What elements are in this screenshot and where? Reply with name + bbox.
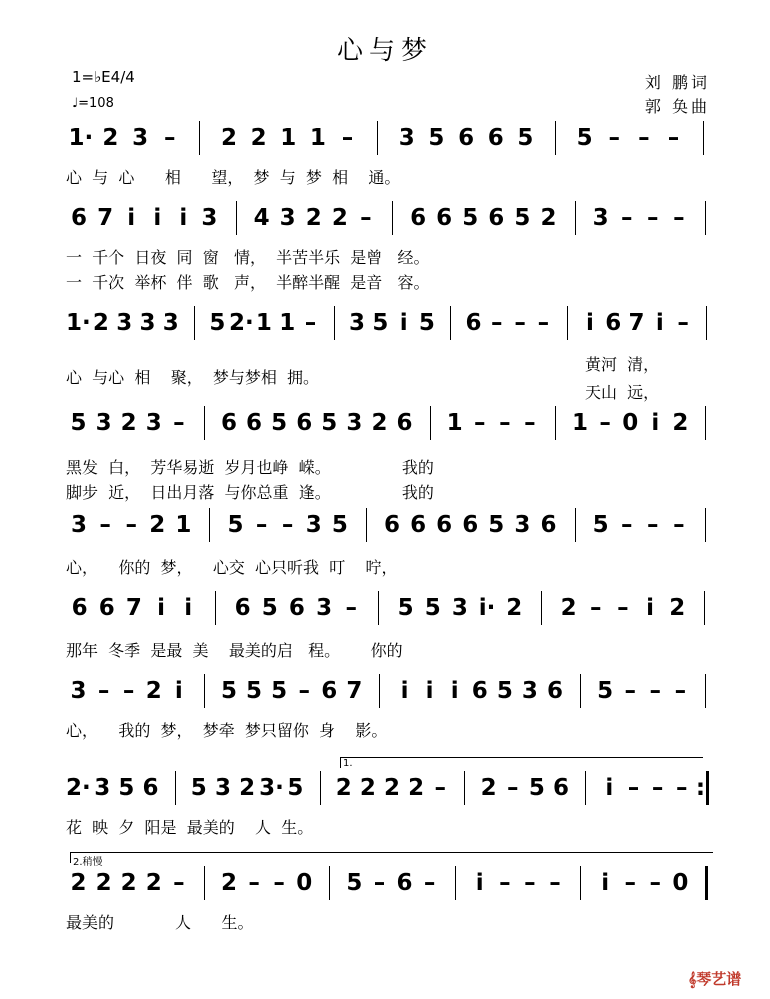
note: 5 bbox=[428, 125, 445, 151]
watermark-icon: 𝄞 bbox=[688, 972, 697, 988]
note: 3 bbox=[145, 410, 162, 436]
note: – bbox=[524, 870, 536, 896]
note: 2 bbox=[220, 125, 237, 151]
note: – bbox=[163, 125, 176, 151]
note: i bbox=[399, 310, 408, 336]
barline bbox=[377, 121, 378, 155]
note: – bbox=[627, 775, 640, 801]
barline bbox=[334, 306, 335, 340]
barline bbox=[392, 201, 393, 235]
note: 1 bbox=[175, 512, 192, 538]
note: 2 bbox=[92, 310, 109, 336]
note: 5 bbox=[496, 678, 513, 704]
repeat-sign: : bbox=[695, 775, 706, 801]
note: 5 bbox=[528, 775, 545, 801]
note: 6 bbox=[321, 678, 338, 704]
note: 2 bbox=[506, 595, 523, 621]
note: 2 bbox=[102, 125, 119, 151]
note: 1· bbox=[66, 310, 91, 336]
lyric-line-3-verse-1: 心 与心 相 聚， 梦与梦相 拥。 bbox=[66, 368, 320, 387]
barline bbox=[580, 866, 581, 900]
lyric-line-9-verse-1: 最美的 人 生。 bbox=[66, 913, 254, 932]
lyric-line-4-verse-2: 脚步 近， 日出月落 与你总重 逢。 我的 bbox=[66, 483, 434, 502]
barline bbox=[555, 406, 556, 440]
note: 2 bbox=[250, 125, 267, 151]
lyric-line-5-verse-1: 心， 你的 梦， 心交 心只听我 叮 咛， bbox=[66, 558, 398, 577]
note: – bbox=[341, 125, 354, 151]
note: 1· bbox=[68, 125, 94, 151]
barline bbox=[575, 508, 576, 542]
note: 3 bbox=[162, 310, 179, 336]
note: 6 bbox=[546, 678, 563, 704]
note: – bbox=[97, 678, 110, 704]
note: i bbox=[475, 870, 484, 896]
score-line-7 bbox=[66, 678, 726, 708]
barline bbox=[567, 306, 568, 340]
note: 5 bbox=[424, 595, 441, 621]
barline bbox=[706, 771, 709, 805]
score-line-2 bbox=[66, 205, 726, 235]
note: 5 bbox=[517, 125, 534, 151]
note: – bbox=[273, 870, 285, 896]
note: 5 bbox=[227, 512, 244, 538]
note: 3 bbox=[279, 205, 296, 231]
note: i bbox=[450, 678, 459, 704]
note: – bbox=[651, 775, 664, 801]
score-line-4 bbox=[66, 410, 726, 440]
note: i bbox=[179, 205, 188, 231]
note: 5 bbox=[118, 775, 135, 801]
note: – bbox=[491, 310, 503, 336]
note: 6 bbox=[396, 410, 413, 436]
lyric-line-2-verse-1: 一 千个 日夜 同 窗 情， 半苦半乐 是曾 经。 bbox=[66, 248, 430, 267]
note: 6 bbox=[410, 512, 427, 538]
note: 6 bbox=[605, 310, 622, 336]
note: 6 bbox=[462, 512, 479, 538]
volta-1-label: 1. bbox=[343, 758, 353, 769]
note: 2 bbox=[95, 870, 112, 896]
barline bbox=[705, 508, 706, 542]
note: 5 bbox=[271, 410, 288, 436]
note: 2· bbox=[229, 310, 254, 336]
note: 2 bbox=[669, 595, 686, 621]
note: 3 bbox=[139, 310, 156, 336]
note: 2 bbox=[359, 775, 376, 801]
note: 6 bbox=[465, 310, 482, 336]
note: 2 bbox=[672, 410, 689, 436]
note: – bbox=[514, 310, 526, 336]
note: 6 bbox=[540, 512, 557, 538]
note: 2 bbox=[145, 870, 162, 896]
note: 6 bbox=[98, 595, 115, 621]
note: 2 bbox=[408, 775, 425, 801]
barline bbox=[580, 674, 581, 708]
note: 5 bbox=[418, 310, 435, 336]
barline bbox=[379, 674, 380, 708]
note: – bbox=[345, 595, 357, 621]
note: – bbox=[667, 125, 680, 151]
barline bbox=[175, 771, 176, 805]
note: 6 bbox=[488, 205, 505, 231]
lyric-line-6-verse-1: 那年 冬季 是最 美 最美的启 程。 你的 bbox=[66, 641, 403, 660]
watermark-logo bbox=[688, 968, 741, 989]
note: 2 bbox=[480, 775, 497, 801]
note: 2 bbox=[371, 410, 388, 436]
note: i bbox=[655, 310, 664, 336]
note: – bbox=[255, 512, 268, 538]
note: – bbox=[125, 512, 137, 538]
note: – bbox=[434, 775, 447, 801]
note: 2· bbox=[66, 775, 91, 801]
note: 2 bbox=[120, 410, 137, 436]
barline bbox=[215, 591, 216, 625]
note: – bbox=[281, 512, 294, 538]
note: 5 bbox=[576, 125, 593, 151]
note: – bbox=[122, 678, 135, 704]
note: – bbox=[673, 205, 685, 231]
note: 2 bbox=[540, 205, 557, 231]
note: 2 bbox=[149, 512, 166, 538]
volta-2-label: 2.稍慢 bbox=[73, 857, 103, 868]
note: 1 bbox=[279, 310, 296, 336]
note: 5 bbox=[190, 775, 207, 801]
note: i bbox=[153, 205, 162, 231]
score-line-9 bbox=[66, 870, 726, 900]
note: 2 bbox=[239, 775, 256, 801]
note: – bbox=[537, 310, 550, 336]
barline bbox=[236, 201, 237, 235]
barline bbox=[199, 121, 200, 155]
note: 6 bbox=[471, 678, 488, 704]
note: – bbox=[673, 512, 685, 538]
score-line-8 bbox=[66, 775, 726, 805]
note: 2 bbox=[145, 678, 162, 704]
note: 5 bbox=[246, 678, 263, 704]
note: 5 bbox=[514, 205, 531, 231]
barline bbox=[705, 674, 706, 708]
note: – bbox=[423, 870, 436, 896]
note: 2 bbox=[331, 205, 348, 231]
note: 7 bbox=[125, 595, 142, 621]
note: 3 bbox=[451, 595, 468, 621]
note: – bbox=[298, 678, 310, 704]
volta-2-bracket bbox=[70, 852, 713, 868]
barline bbox=[209, 508, 210, 542]
note: 4 bbox=[253, 205, 270, 231]
note: 3 bbox=[116, 310, 133, 336]
note: 3 bbox=[349, 310, 366, 336]
note: 5 bbox=[592, 512, 609, 538]
note: 2 bbox=[383, 775, 400, 801]
note: 5 bbox=[70, 410, 87, 436]
note: – bbox=[638, 125, 650, 151]
note: 3 bbox=[95, 410, 112, 436]
note: – bbox=[647, 512, 659, 538]
score-title: 心与梦 bbox=[336, 36, 433, 66]
note: 1 bbox=[572, 410, 589, 436]
note: i bbox=[127, 205, 136, 231]
note: 2 bbox=[560, 595, 577, 621]
note: 6 bbox=[436, 512, 453, 538]
note: 2 bbox=[70, 870, 87, 896]
note: – bbox=[589, 595, 602, 621]
note: – bbox=[647, 205, 659, 231]
note: 7 bbox=[628, 310, 645, 336]
note: 0 bbox=[622, 410, 639, 436]
note: – bbox=[620, 205, 633, 231]
note: – bbox=[677, 310, 689, 336]
note: 6 bbox=[553, 775, 570, 801]
note: 6 bbox=[234, 595, 251, 621]
barline bbox=[555, 121, 556, 155]
note: 6 bbox=[220, 410, 237, 436]
note: i bbox=[174, 678, 183, 704]
barline bbox=[378, 591, 379, 625]
lyric-line-1-verse-1: 心 与 心 相 望， 梦 与 梦 相 通。 bbox=[66, 168, 401, 187]
note: 5 bbox=[488, 512, 505, 538]
note: – bbox=[248, 870, 260, 896]
note: – bbox=[474, 410, 486, 436]
note: 3 bbox=[398, 125, 415, 151]
lyricist-credit: 刘 鹏词 bbox=[644, 73, 710, 92]
note: – bbox=[549, 870, 561, 896]
note: – bbox=[499, 410, 511, 436]
barline bbox=[705, 201, 706, 235]
note: 6 bbox=[436, 205, 453, 231]
composer-credit: 郭 奂曲 bbox=[644, 97, 710, 116]
note: 6 bbox=[246, 410, 263, 436]
note: – bbox=[608, 125, 621, 151]
note: 5 bbox=[209, 310, 226, 336]
note: 5 bbox=[261, 595, 278, 621]
score-line-6 bbox=[66, 595, 726, 625]
note: 3 bbox=[201, 205, 218, 231]
note: i bbox=[184, 595, 193, 621]
barline bbox=[194, 306, 195, 340]
note: 5 bbox=[287, 775, 304, 801]
note: – bbox=[617, 595, 629, 621]
note: 0 bbox=[296, 870, 313, 896]
barline bbox=[705, 406, 706, 440]
key-time-signature: 1=♭E4/4 bbox=[72, 68, 135, 86]
note: 3 bbox=[346, 410, 363, 436]
note: – bbox=[499, 870, 511, 896]
note: 1 bbox=[280, 125, 297, 151]
note: i bbox=[605, 775, 614, 801]
note: 6 bbox=[410, 205, 427, 231]
note: 6 bbox=[71, 595, 88, 621]
note: 6 bbox=[458, 125, 475, 151]
note: i· bbox=[478, 595, 496, 621]
side-lyric-1: 黄河 清， bbox=[585, 355, 660, 374]
note: 7 bbox=[346, 678, 363, 704]
barline bbox=[706, 306, 707, 340]
note: 3 bbox=[71, 512, 88, 538]
score-line-3 bbox=[66, 310, 726, 340]
note: 6 bbox=[71, 205, 88, 231]
note: – bbox=[360, 205, 372, 231]
watermark-text: 琴艺谱 bbox=[696, 970, 742, 988]
side-lyric-2: 天山 远， bbox=[585, 383, 660, 402]
note: 3 bbox=[514, 512, 531, 538]
note: – bbox=[304, 310, 317, 336]
score-line-5 bbox=[66, 512, 726, 542]
note: – bbox=[676, 775, 688, 801]
note: 3· bbox=[259, 775, 284, 801]
note: 3 bbox=[214, 775, 231, 801]
note: – bbox=[649, 870, 662, 896]
note: i bbox=[400, 678, 409, 704]
note: 1 bbox=[255, 310, 272, 336]
note: 5 bbox=[271, 678, 288, 704]
note: 5 bbox=[331, 512, 348, 538]
note: – bbox=[173, 410, 185, 436]
note: 5 bbox=[346, 870, 363, 896]
note: 3 bbox=[132, 125, 149, 151]
note: 7 bbox=[97, 205, 114, 231]
note: 5 bbox=[462, 205, 479, 231]
barline bbox=[585, 771, 586, 805]
note: – bbox=[649, 678, 662, 704]
barline bbox=[450, 306, 451, 340]
note: i bbox=[157, 595, 166, 621]
note: – bbox=[524, 410, 536, 436]
barline bbox=[704, 591, 705, 625]
note: 5 bbox=[597, 678, 614, 704]
note: 1 bbox=[446, 410, 463, 436]
tempo-marking: ♩=108 bbox=[72, 96, 114, 111]
note: 6 bbox=[383, 512, 400, 538]
note: – bbox=[624, 678, 636, 704]
score-line-1 bbox=[66, 125, 726, 155]
note: – bbox=[173, 870, 185, 896]
barline bbox=[455, 866, 456, 900]
note: 3 bbox=[305, 512, 322, 538]
note: – bbox=[674, 678, 687, 704]
note: – bbox=[506, 775, 519, 801]
note: 0 bbox=[672, 870, 689, 896]
note: 6 bbox=[296, 410, 313, 436]
note: – bbox=[624, 870, 636, 896]
note: – bbox=[620, 512, 633, 538]
barline bbox=[329, 866, 330, 900]
barline bbox=[703, 121, 704, 155]
note: i bbox=[425, 678, 434, 704]
note: 3 bbox=[592, 205, 609, 231]
note: 5 bbox=[372, 310, 389, 336]
note: 3 bbox=[316, 595, 333, 621]
note: 2 bbox=[305, 205, 322, 231]
barline bbox=[430, 406, 431, 440]
note: 2 bbox=[120, 870, 137, 896]
note: i bbox=[585, 310, 594, 336]
note: 2 bbox=[220, 870, 237, 896]
note: 2 bbox=[335, 775, 352, 801]
barline bbox=[366, 508, 367, 542]
barline bbox=[320, 771, 321, 805]
note: 5 bbox=[220, 678, 237, 704]
note: 6 bbox=[396, 870, 413, 896]
note: i bbox=[651, 410, 660, 436]
barline bbox=[464, 771, 465, 805]
lyric-line-8-verse-1: 花 映 夕 阳是 最美的 人 生。 bbox=[66, 818, 314, 837]
lyric-line-2-verse-2: 一 千次 举杯 伴 歌 声， 半醉半醒 是音 容。 bbox=[66, 273, 430, 292]
barline bbox=[204, 406, 205, 440]
note: – bbox=[373, 870, 386, 896]
note: 1 bbox=[309, 125, 326, 151]
note: 6 bbox=[142, 775, 159, 801]
note: 3 bbox=[521, 678, 538, 704]
lyric-line-7-verse-1: 心， 我的 梦， 梦牵 梦只留你 身 影。 bbox=[66, 721, 388, 740]
note: 5 bbox=[397, 595, 414, 621]
note: 5 bbox=[321, 410, 338, 436]
note: 6 bbox=[288, 595, 305, 621]
barline bbox=[575, 201, 576, 235]
barline bbox=[705, 866, 708, 900]
barline bbox=[204, 866, 205, 900]
note: i bbox=[601, 870, 610, 896]
note: – bbox=[99, 512, 111, 538]
note: i bbox=[646, 595, 655, 621]
note: 6 bbox=[487, 125, 504, 151]
lyric-line-4-verse-1: 黑发 白， 芳华易逝 岁月也峥 嵘。 我的 bbox=[66, 458, 434, 477]
volta-1-bracket bbox=[340, 757, 703, 768]
barline bbox=[204, 674, 205, 708]
note: 3 bbox=[70, 678, 87, 704]
note: 3 bbox=[94, 775, 111, 801]
barline bbox=[541, 591, 542, 625]
note: – bbox=[599, 410, 611, 436]
